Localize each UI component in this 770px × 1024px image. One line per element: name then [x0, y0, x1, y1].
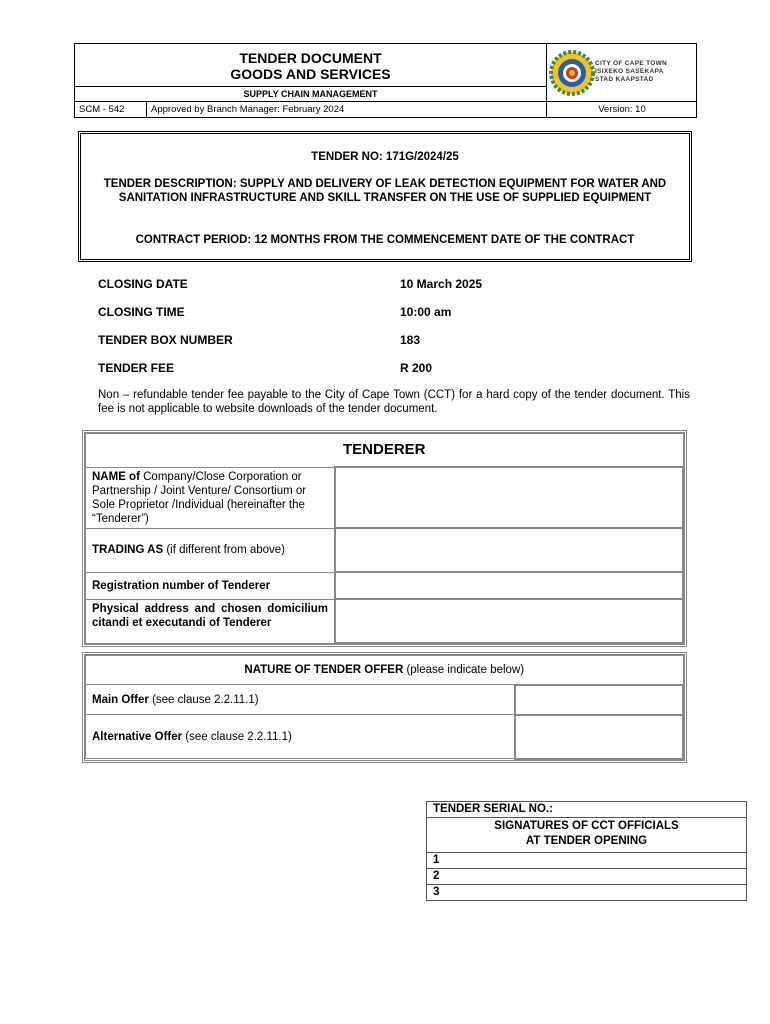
- signature-row[interactable]: 2: [427, 869, 747, 885]
- main-offer-label: Main Offer (see clause 2.2.11.1): [86, 685, 516, 715]
- title-line-1: TENDER DOCUMENT: [239, 50, 382, 66]
- tender-box-label: TENDER BOX NUMBER: [98, 333, 233, 347]
- tender-number: TENDER NO: 171G/2024/25: [311, 151, 459, 163]
- address-field[interactable]: [335, 599, 683, 643]
- closing-time-label: CLOSING TIME: [98, 305, 185, 319]
- closing-date-value: 10 March 2025: [400, 277, 483, 291]
- document-header: [74, 43, 697, 118]
- address-label: Physical address and chosen domicilium citandi et executandi of Tenderer: [86, 599, 336, 643]
- serial-number-label: TENDER SERIAL NO.:: [427, 802, 747, 818]
- name-label: NAME of Company/Close Corporation or Partnership / Joint Venture/ Consortium or Sole Proprietor /Individual (hereinafter the “Tenderer”): [86, 467, 336, 528]
- department-label: SUPPLY CHAIN MANAGEMENT: [75, 87, 547, 102]
- tenderer-heading: TENDERER: [86, 434, 684, 468]
- tender-summary-box: [78, 131, 692, 262]
- tender-box-value: 183: [400, 333, 421, 347]
- city-emblem-icon: [549, 50, 595, 96]
- title-line-2: GOODS AND SERVICES: [230, 66, 391, 82]
- registration-label: Registration number of Tenderer: [86, 572, 336, 599]
- signatures-heading: SIGNATURES OF CCT OFFICIALS AT TENDER OPENING: [427, 818, 747, 853]
- tender-fee-value: R 200: [400, 361, 433, 375]
- tender-offer-table: [82, 652, 687, 763]
- closing-date-label: CLOSING DATE: [98, 277, 188, 291]
- city-logo: [547, 44, 697, 102]
- tender-fee-label: TENDER FEE: [98, 361, 175, 375]
- tenderer-table: [82, 430, 687, 647]
- document-title: [75, 44, 547, 87]
- signature-row[interactable]: 1: [427, 853, 747, 869]
- alternative-offer-label: Alternative Offer (see clause 2.2.11.1): [86, 715, 516, 759]
- serial-signature-table: [426, 801, 747, 901]
- version-label: Version: 10: [598, 104, 646, 115]
- alternative-offer-field[interactable]: [515, 715, 683, 759]
- closing-time-value: 10:00 am: [400, 305, 452, 319]
- trading-as-field[interactable]: [335, 528, 683, 572]
- form-code: SCM - 542: [75, 102, 147, 118]
- tender-description: TENDER DESCRIPTION: SUPPLY AND DELIVERY OF LEAK DETECTION EQUIPMENT FOR WATER AND SANITATION INFRASTRUCTURE AND SKILL TRANSFER ON THE USE OF SUPPLIED EQUIPMENT: [103, 178, 667, 204]
- contract-period: CONTRACT PERIOD: 12 MONTHS FROM THE COMMENCEMENT DATE OF THE CONTRACT: [135, 234, 635, 246]
- signature-row[interactable]: 3: [427, 885, 747, 901]
- trading-as-label: TRADING AS (if different from above): [86, 528, 336, 572]
- logo-wordmark: CITY OF CAPE TOWN ISIXEKO SASEKAPA STAD KAAPSTAD: [595, 60, 668, 83]
- offer-heading: NATURE OF TENDER OFFER (please indicate below): [86, 656, 684, 685]
- registration-field[interactable]: [335, 572, 683, 599]
- main-offer-field[interactable]: [515, 685, 683, 715]
- approval-note: Approved by Branch Manager: February 2024: [147, 102, 547, 118]
- name-field[interactable]: [335, 467, 683, 528]
- fee-note: Non – refundable tender fee payable to the City of Cape Town (CCT) for a hard copy of the tender document. This fee is not applicable to website downloads of the tender document.: [98, 389, 690, 415]
